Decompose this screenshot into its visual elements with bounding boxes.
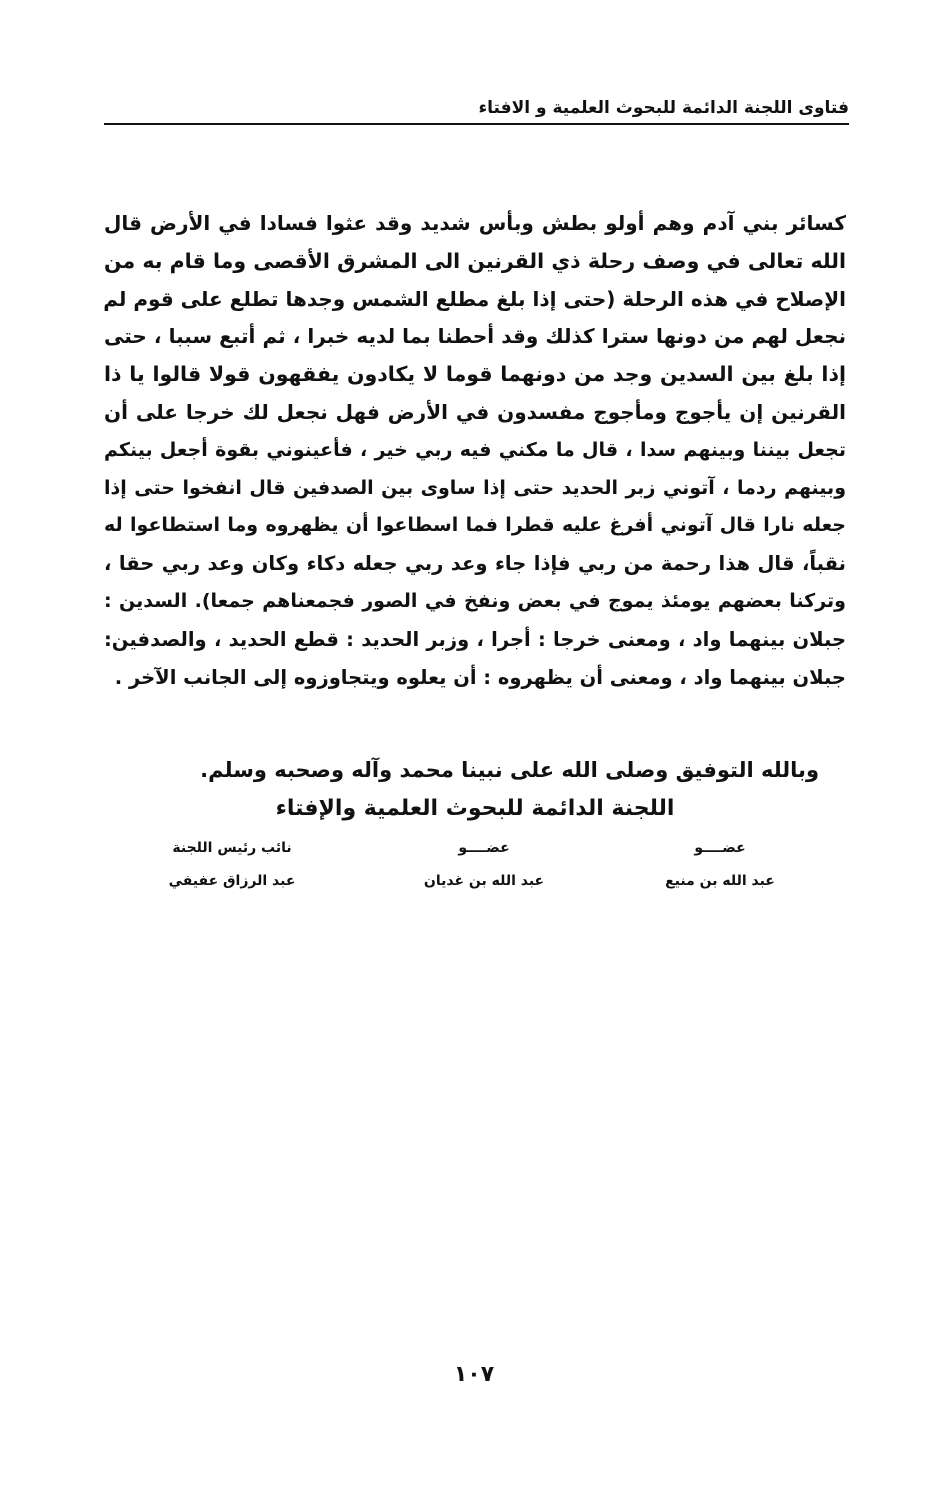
signatory-name: عبد الله بن منيع — [665, 873, 775, 889]
committee-title: اللجنة الدائمة للبحوث العلمية والإفتاء — [275, 796, 675, 821]
signatory-vice-chairman — [132, 838, 332, 891]
text-line: تجعل بيننا وبينهم سدا ، قال ما مكني فيه ربي خير ، فأعينوني بقوة أجعل بينكم — [104, 438, 846, 461]
fatwa-body-text — [104, 205, 846, 696]
signatory-role: عضــــو — [694, 840, 746, 856]
page-number: ١٠٧ — [453, 1362, 495, 1387]
text-line: جبلان بينهما واد ، ومعنى أن يظهروه : أن يعلوه ويتجاوزوه إلى الجانب الآخر . — [114, 665, 846, 689]
signatory-member-2 — [384, 838, 584, 891]
signatory-role: عضــــو — [458, 840, 510, 856]
text-line: إذا بلغ بين السدين وجد من دونهما قوما لا يكادون يفقهون قولا قالوا يا ذا — [104, 362, 846, 387]
closing-prayer: وبالله التوفيق وصلى الله على نبينا محمد وآله وصحبه وسلم. — [200, 758, 819, 782]
running-header — [104, 92, 849, 132]
text-line: نقباً، قال هذا رحمة من ربي فإذا جاء وعد ربي جعله دكاء وكان وعد ربي حقا ، — [104, 552, 846, 576]
text-line: القرنين إن يأجوج ومأجوج مفسدون في الأرض فهل نجعل لك خرجا على أن — [104, 399, 846, 424]
signatory-name: عبد الرزاق عفيفي — [168, 873, 296, 889]
header-rule — [104, 123, 849, 125]
text-line: نجعل لهم من دونها سترا كذلك وقد أحطنا بما لديه خبرا ، ثم أتبع سببا ، حتى — [104, 324, 846, 349]
text-line: جبلان بينهما واد ، ومعنى خرجا : أجرا ، وزبر الحديد : قطع الحديد ، والصدفين: — [104, 627, 846, 651]
text-line: الله تعالى في وصف رحلة ذي القرنين الى المشرق الأقصى وما قام به من — [104, 248, 846, 273]
signatory-role: نائب رئيس اللجنة — [172, 840, 292, 856]
text-line: كسائر بني آدم وهم أولو بطش وبأس شديد وقد عثوا فسادا في الأرض قال — [104, 211, 846, 235]
text-line: الإصلاح في هذه الرحلة (حتى إذا بلغ مطلع الشمس وجدها تطلع على قوم لم — [103, 286, 846, 311]
text-line: وبينهم ردما ، آتوني زبر الحديد حتى إذا ساوى بين الصدفين قال انفخوا حتى إذا — [104, 476, 846, 499]
signatory-name: عبد الله بن غديان — [423, 873, 545, 889]
text-line: وتركنا بعضهم يومئذ يموج في بعض ونفخ في الصور فجمعناهم جمعا). السدين : — [104, 589, 846, 612]
signatory-member-1 — [620, 838, 820, 891]
running-header-title: فتاوى اللجنة الدائمة للبحوث العلمية و الافتاء — [478, 98, 849, 118]
text-line: جعله نارا قال آتوني أفرغ عليه قطرا فما اسطاعوا أن يظهروه وما استطاعوا له — [104, 514, 846, 537]
